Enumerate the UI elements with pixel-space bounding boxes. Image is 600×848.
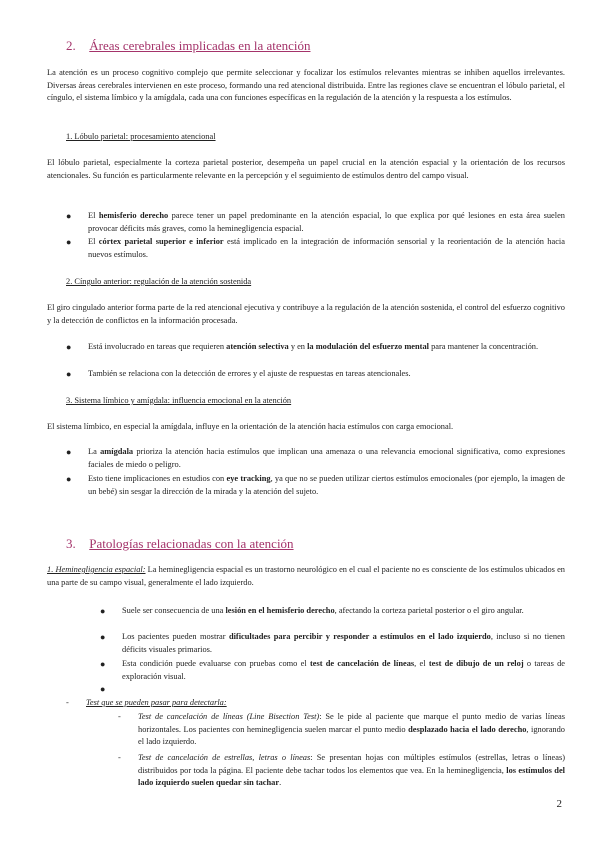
test-label: Test de cancelación de líneas (Line Bisection Test) (138, 712, 320, 721)
bullet-icon: ● (66, 211, 72, 221)
section-3-number: 3. (66, 536, 76, 551)
bullet-icon: ● (100, 684, 106, 694)
bullet-item: ● También se relaciona con la detección de errores y el ajuste de respuestas en tareas atencionales. (66, 369, 411, 379)
bullet-icon: ● (66, 474, 72, 484)
paragraph-parietal: El lóbulo parietal, especialmente la corteza parietal posterior, desempeña un papel crucial en la atención espacial y la orientación de los recursos atencionales. Su función es particularmente relevante en la percepción y el seguimiento de estímulos dentro del campo visual. (47, 158, 565, 180)
tests-heading: - Test que se pueden pasar para detectarla: (86, 697, 565, 710)
bullet-icon: ● (100, 659, 106, 669)
section-2-number: 2. (66, 38, 76, 53)
subheading-cingulo: 2. Cíngulo anterior: regulación de la atención sostenida (66, 277, 252, 286)
paragraph-cingulo: El giro cingulado anterior forma parte de la red atencional ejecutiva y contribuye a la regulación de la atención sostenida, el control del esfuerzo cognitivo y la detección de conflictos en la información procesada. (47, 303, 565, 325)
dash-icon: - (118, 712, 121, 721)
bullet-item: ● El hemisferio derecho parece tener un papel predominante en la atención espacial, lo que explica por qué lesiones en esta área suelen provocar déficits más graves, como la heminegligencia espacial. (66, 211, 565, 233)
bullet-item: ● Suele ser consecuencia de una lesión en el hemisferio derecho, afectando la corteza parietal posterior o el giro angular. (100, 606, 524, 616)
bullet-icon: ● (100, 632, 106, 642)
test-item: - Test de cancelación de líneas (Line Bisection Test): Se le pide al paciente que marque el punto medio de varias líneas horizontales. Los pacientes con heminegligencia suelen marcar el punto medio desplazado hacia el lado derecho, ignorando el lado izquierdo. (118, 712, 565, 747)
heminegligencia-label: 1. Heminegligencia espacial: (47, 565, 146, 574)
bullet-item: ● Los pacientes pueden mostrar dificultades para percibir y responder a estímulos en el lado izquierdo, incluso si no tienen déficits visuales primarios. (100, 632, 565, 654)
paragraph-limbico: El sistema límbico, en especial la amígdala, influye en la orientación de la atención hacia estímulos con carga emocional. (47, 422, 454, 431)
subheading-parietal: 1. Lóbulo parietal: procesamiento atencional (66, 132, 216, 141)
bullet-icon: ● (66, 237, 72, 247)
section-2-title (66, 38, 311, 54)
bullet-icon: ● (66, 447, 72, 457)
section-2-heading: Áreas cerebrales implicadas en la atención (89, 38, 311, 53)
bullet-icon: ● (66, 369, 72, 379)
bullet-item: ● El córtex parietal superior e inferior está implicado en la integración de información sensorial y la reorientación de la atención hacia nuevos estímulos. (66, 237, 565, 259)
bullet-item: ● Está involucrado en tareas que requieren atención selectiva y en la modulación del esfuerzo mental para mantener la concentración. (66, 342, 539, 352)
test-label: Test de cancelación de estrellas, letras o líneas (138, 753, 311, 762)
page-number: 2 (556, 798, 562, 810)
dash-icon: - (118, 753, 121, 762)
bullet-icon: ● (100, 606, 106, 616)
section-3-heading: Patologías relacionadas con la atención (89, 536, 294, 551)
subheading-limbico: 3. Sistema límbico y amígdala: influencia emocional en la atención (66, 396, 292, 405)
paragraph-heminegligencia: 1. Heminegligencia espacial: La heminegligencia espacial es un trastorno neurológico en el cual el paciente no es consciente de los estímulos ubicados en una parte de su campo visual, generalmente el lado izquierdo. (47, 565, 565, 587)
test-item: - Test de cancelación de estrellas, letras o líneas: Se presentan hojas con múltiples estímulos (estrellas, letras o líneas) distribuidos por toda la página. El paciente debe tachar todos los elementos que vea. En la heminegligencia, los estímulos del lado izquierdo suelen quedar sin tachar. (118, 753, 565, 788)
bullet-item: ● Esto tiene implicaciones en estudios con eye tracking, ya que no se pueden utilizar ciertos estímulos emocionales (por ejemplo, la imagen de un bebé) sin sesgar la dirección de la mirada y la atención del sujeto. (66, 474, 565, 496)
dash-icon: - (66, 698, 69, 707)
bullet-item: ● La amígdala prioriza la atención hacia estímulos que implican una amenaza o una relevancia emocional significativa, como expresiones faciales de miedo o peligro. (66, 447, 566, 469)
bullet-icon: ● (66, 342, 72, 352)
bullet-item: ● Esta condición puede evaluarse con pruebas como el test de cancelación de líneas, el test de dibujo de un reloj o tareas de exploración visual. (100, 659, 566, 681)
section-3-title (66, 536, 294, 552)
section-2-intro: La atención es un proceso cognitivo complejo que permite seleccionar y focalizar los estímulos relevantes mientras se inhiben aquellos irrelevantes. Diversas áreas cerebrales intervienen en este proceso, formando una red atencional distribuida. Entre las regiones clave se encuentran el lóbulo parietal, el cíngulo, el sistema límbico y la amígdala, cada una con funciones específicas en la regulación de la atención y la respuesta a los estímulos. (47, 68, 565, 103)
